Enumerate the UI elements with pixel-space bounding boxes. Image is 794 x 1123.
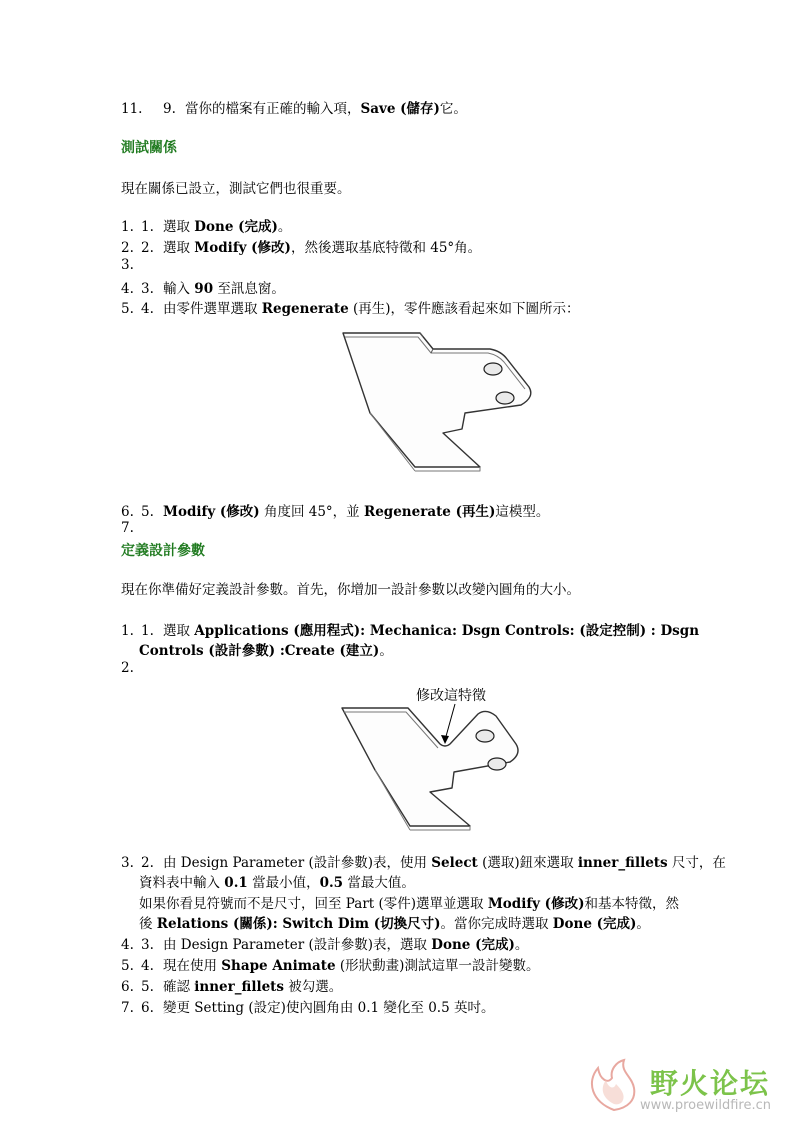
step-subnumber: 5. [141,979,154,995]
step-text-end: 和基本特徵，然 [584,896,679,912]
step-text-end: 尺寸，在 [667,855,726,871]
dp-step-7 [121,996,494,1016]
step-number: 4. [121,281,134,297]
step-text: 後 [139,916,157,932]
step-bold: Modify (修改) [163,504,260,520]
step-subnumber: 6. [141,1000,154,1016]
step-number: 5. [121,958,134,974]
step-number: 4. [121,937,134,953]
step-text: 如果你看見符號而不是尺寸，回至 Part (零件)選單並選取 [139,896,488,912]
part-figure-regenerated [315,325,555,485]
step-bold: Done (完成) [431,937,515,953]
step-text-end: 當最大值。 [343,875,415,891]
step-subnumber: 4. [141,301,154,317]
step-number: 7. [121,520,134,536]
step-text: 確認 [163,979,195,995]
section-heading-design-params: 定義設計參數 [121,543,205,559]
step-text: 由 Design Parameter (設計參數)表，使用 [163,855,432,871]
step-text: 由零件選單選取 [163,301,262,317]
intro-paragraph-2: 現在你準備好定義設計參數。首先，你增加一設計參數以改變內圓角的大小。 [121,582,580,598]
dp-step-6 [121,975,342,995]
step-text-end: 它。 [439,101,467,117]
step-number: 2. [121,240,134,256]
step-text-end: 。 [277,219,292,235]
dp-step-3 [121,851,726,871]
dp-step-3-line-3 [139,892,679,912]
step-bold-2: 0.5 [319,875,344,891]
step-bold: Save (儲存) [360,101,440,117]
step-number: 2. [121,660,134,676]
step-text-end: (形狀動畫)測試這單一設計變數。 [335,958,540,974]
step-5 [121,297,580,317]
dp-step-1 [121,619,699,639]
step-bold: Shape Animate [221,958,336,974]
step-subnumber: 2. [141,240,154,256]
step-text-mid: (選取)鈕來選取 [477,855,578,871]
step-text-mid: 。當你完成時選取 [440,916,553,932]
step-1 [121,215,291,235]
step-bold-2: Done (完成) [552,916,637,932]
dp-step-3-line-2 [139,871,415,891]
step-number: 1. [121,219,134,235]
step-7 [121,520,134,536]
step-subnumber: 1. [141,623,154,639]
step-text-mid: 當最小值， [247,875,320,891]
step-text-end: (再生)，零件應該看起來如下圖所示： [348,301,580,317]
hole-top [476,730,494,742]
step-text-mid: 角度回 45°，並 [259,504,364,520]
intro-paragraph-1: 現在關係已設立，測試它們也很重要。 [121,181,351,197]
dp-step-1-cont [139,639,393,659]
step-text: 變更 Setting (設定)使內圓角由 0.1 變化至 0.5 英吋。 [163,1000,495,1016]
step-text: 選取 [163,240,195,256]
step-bold: Applications (應用程式): Mechanica: Dsgn Controls: (設定控制) : Dsgn [194,623,700,639]
step-bold: inner_fillets [194,979,285,995]
step-bold-2: Regenerate (再生) [363,504,496,520]
step-text-end: 這模型。 [495,504,550,520]
step-number: 1. [121,623,134,639]
step-bold: Modify (修改) [194,240,291,256]
step-bold-2: inner_fillets [577,855,668,871]
dp-step-5 [121,954,539,974]
step-number: 3. [121,257,134,273]
wildfire-logo-icon [584,1058,644,1114]
step-bold: Select [431,855,478,871]
step-bold: 90 [194,281,214,297]
step-text: 由 Design Parameter (設計參數)表，選取 [163,937,432,953]
dp-step-4 [121,933,528,953]
callout-leader-line [445,704,455,740]
step-bold: Controls (設計參數) :Create (建立) [139,643,380,659]
step-text-end: 被勾選。 [284,979,343,995]
step-4 [121,277,285,297]
dp-step-2 [121,660,134,676]
step-text-end: ，然後選取基底特徵和 45°角。 [290,240,482,256]
watermark-title: 野火论坛 [650,1067,771,1100]
step-subnumber: 4. [141,958,154,974]
figure-callout-label: 修改這特徵 [416,688,486,704]
step-subnumber: 5. [141,504,154,520]
step-text-end: 至訊息窗。 [213,281,285,297]
step-6 [121,500,549,520]
part-figure-modify-feature [330,700,560,840]
callout-arrowhead [441,735,449,744]
step-number: 3. [121,855,134,871]
step-text-end: 。 [514,937,529,953]
step-subnumber: 3. [141,281,154,297]
watermark-url: www.proewildfire.cn [640,1098,771,1113]
step-subnumber: 2. [141,855,154,871]
step-subnumber: 3. [141,937,154,953]
step-text: 當你的檔案有正確的輸入項， [185,101,361,117]
step-number: 7. [121,1000,134,1016]
step-number: 6. [121,504,134,520]
step-bold: Relations (關係): Switch Dim (切換尺寸) [156,916,441,932]
step-number: 5. [121,301,134,317]
step-subnumber: 1. [141,219,154,235]
step-text: 現在使用 [163,958,222,974]
section-heading-test-relations: 測試關係 [121,140,177,156]
step-text-end: 。 [636,916,650,932]
step-number: 11. [121,101,143,117]
step-bold: Modify (修改) [487,896,585,912]
hole-bottom [496,392,514,404]
hole-bottom [488,758,506,770]
step-subnumber: 9. [163,101,176,117]
step-text: 選取 [163,623,195,639]
step-text-end: 。 [379,643,393,659]
step-text: 選取 [163,219,195,235]
step-text: 輸入 [163,281,195,297]
dp-step-3-line-4 [139,912,650,932]
step-2 [121,236,481,256]
step-number: 6. [121,979,134,995]
step-bold: 0.1 [224,875,248,891]
step-3 [121,257,134,273]
hole-top [484,363,502,375]
step-bold: Done (完成) [194,219,278,235]
step-bold: Regenerate [261,301,349,317]
step-11 [121,97,467,117]
step-text: 資料表中輸入 [139,875,225,891]
